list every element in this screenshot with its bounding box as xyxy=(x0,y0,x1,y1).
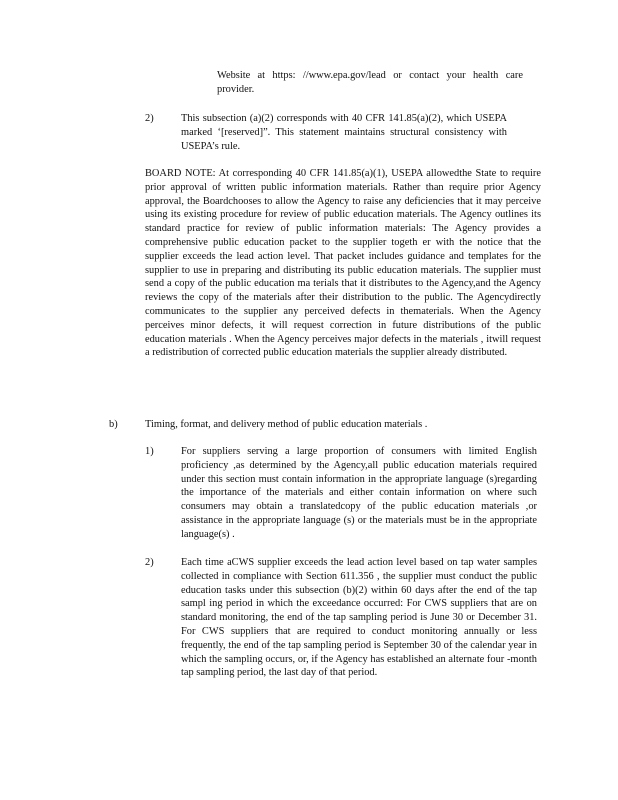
section-b-heading: Timing, format, and delivery method of public education materials . xyxy=(145,419,428,430)
board-note-paragraph: BOARD NOTE: At corresponding 40 CFR 141.85(a)(1), USEPA allowedthe State to require prior approval of written public information materials. Rather than require prior Agency approval, the Boardchooses to allow the Agency to raise any deficiencies that it may perceive using its existing procedure for review of public education materials. The Agency outlines its standard practice for review of public information materials: The Agency provides a comprehensive public education packet to the supplier togeth er with the notice that the supplier exceeds the lead action level. That packet includes guidance and templates for the supplier to use in preparing and distributing its public education materials. The supplier must send a copy of the public education ma terials that it distributes to the Agency,and the Agency reviews the copy of the materials after their distribution to the public. The Agencydirectly communicates to the supplier any perceived defects in thematerials. When the Agency perceives minor defects, it will request correction in future distributions of the public education materials . When the Agency perceives major defects in the materials , itwill request a redistribution of corrected public education materials the supplier already distributed. xyxy=(145,168,541,359)
item-b2-paragraph: Each time aCWS supplier exceeds the lead action level based on tap water samples collected in compliance with Section 611.356 , the supplier must conduct the public education tasks under this subsection (b)(2) within 60 days after the end of the tap sampl ing period in which the exceedance occurred: For CWS suppliers that are on standard monitoring, the end of the tap sampling period is June 30 or December 31. For CWS suppliers that are required to conduct monitoring annually or less frequently, the end of the tap sampling period is September 30 of the calendar year in which the sampling occurs, or, if the Agency has established an alternate four -month tap sampling period, the last day of that period. xyxy=(181,557,537,679)
item-b1-marker: 1) xyxy=(145,446,154,457)
item-b2-marker: 2) xyxy=(145,557,154,568)
item-2-marker: 2) xyxy=(145,113,154,124)
item-2-paragraph: This subsection (a)(2) corresponds with 40 CFR 141.85(a)(2), which USEPA marked ‘[reserved]”. This statement maintains structural consistency with USEPA’s rule. xyxy=(181,113,507,152)
continuation-paragraph: Website at https: //www.epa.gov/lead or contact your health care provider. xyxy=(217,70,523,95)
section-b-marker: b) xyxy=(109,419,118,430)
item-b1-paragraph: For suppliers serving a large proportion of consumers with limited English proficiency ,as determined by the Agency,all public education materials required under this section must contain information in the appropriate language (s)regarding the importance of the materials and either contain information on where such consumers may obtain a translatedcopy of the public education materials ,or assistance in the appropriate language (s) or the materials must be in the appropriate language(s) . xyxy=(181,446,537,540)
